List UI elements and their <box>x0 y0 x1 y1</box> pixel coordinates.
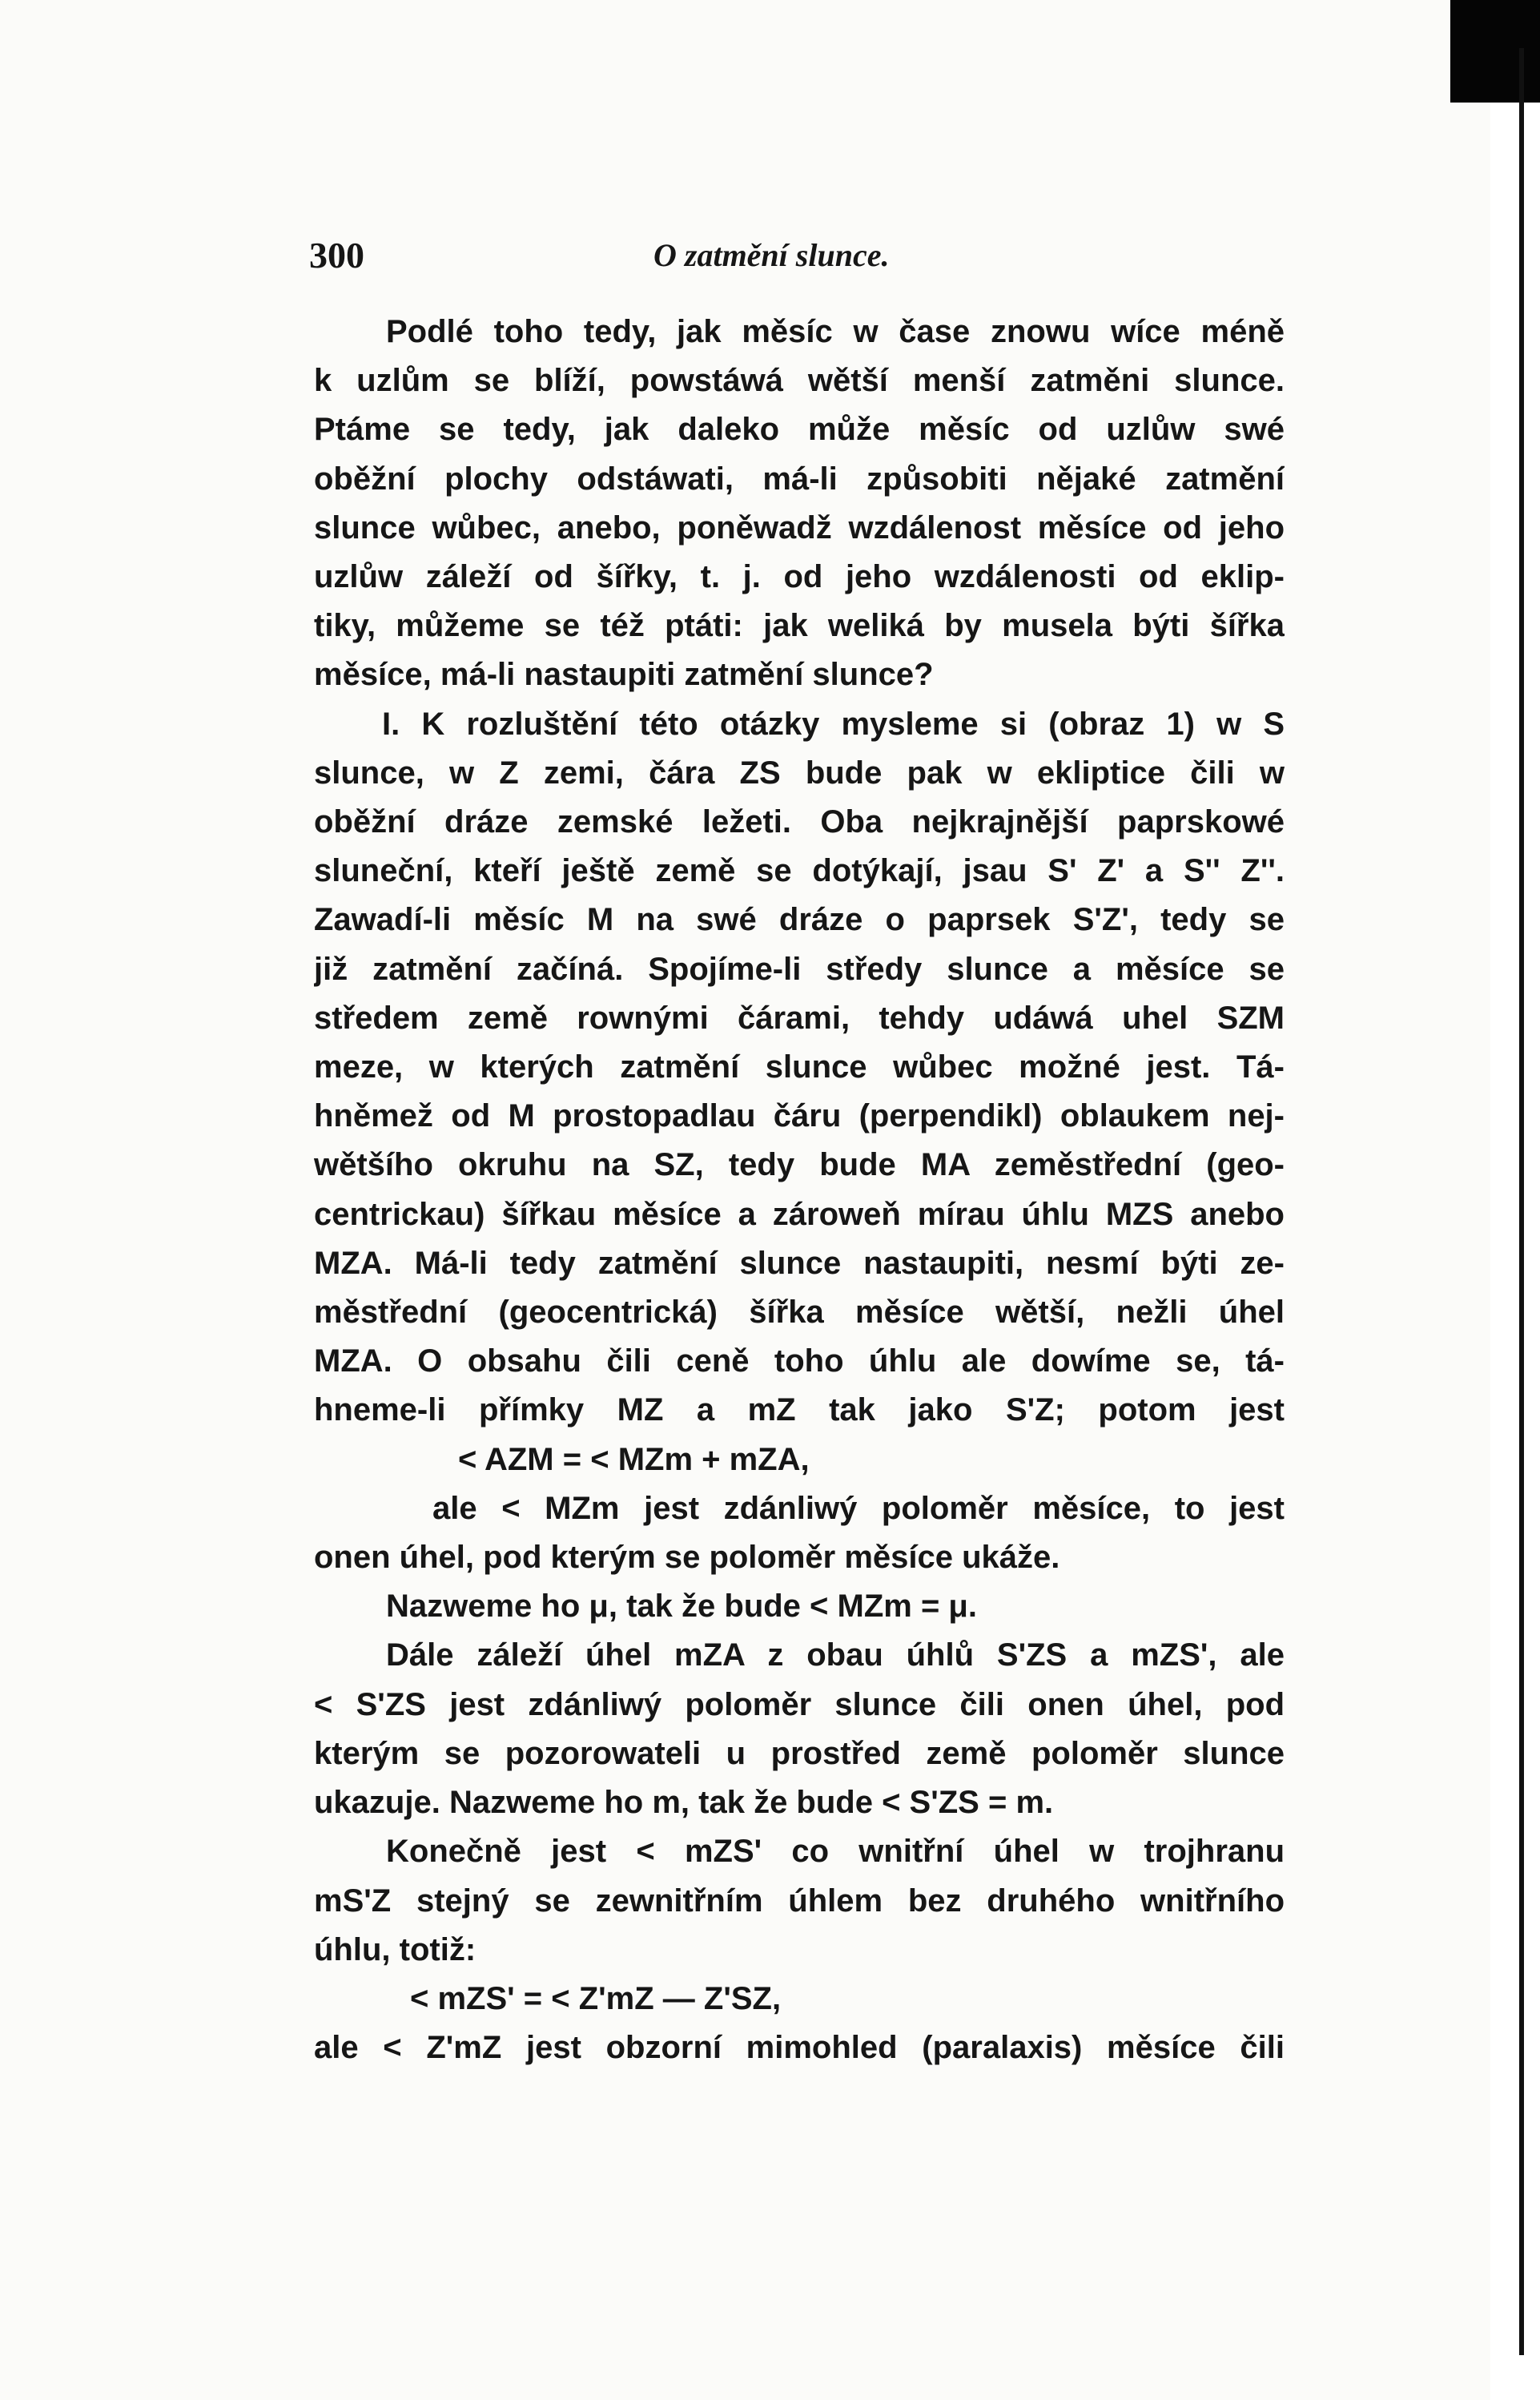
text-line: centrickau) šířkau měsíce a zároweň mírau úhlu MZS anebo <box>314 1196 1285 1232</box>
formula-line: < mZS' = < Z'mZ — Z'SZ, <box>410 1980 782 2016</box>
text-line: slunce wůbec, anebo, poněwadž wzdálenost měsíce od jeho <box>314 509 1285 546</box>
text-line: již zatmění začíná. Spojíme-li středy slunce a měsíce se <box>314 951 1285 987</box>
text-line: Nazweme ho μ, tak že bude < MZm = μ. <box>386 1589 978 1625</box>
text-line: hněmež od M prostopadlau čáru (perpendikl) oblaukem nej- <box>314 1098 1285 1134</box>
text-line: uzlůw záleží od šířky, t. j. od jeho wzdálenosti od eklip- <box>314 559 1285 595</box>
text-line: kterým se pozorowateli u prostřed země poloměr slunce <box>314 1735 1285 1771</box>
running-head: O zatmění slunce. <box>653 237 890 273</box>
text-line: středem země rownými čárami, tehdy udáwá uhel SZM <box>314 1000 1285 1036</box>
text-line: oběžní plochy odstáwati, má-li způsobiti nějaké zatmění <box>314 461 1285 497</box>
text-line: meze, w kterých zatmění slunce wůbec možné jest. Tá- <box>314 1049 1285 1085</box>
text-line: Konečně jest < mZS' co wnitřní úhel w trojhranu <box>386 1834 1285 1870</box>
text-line: < S'ZS jest zdánliwý poloměr slunce čili onen úhel, pod <box>314 1686 1285 1722</box>
text-line: Ptáme se tedy, jak daleko může měsíc od uzlůw swé <box>314 412 1285 448</box>
text-line: úhlu, totiž: <box>314 1931 476 1967</box>
formula-line: < AZM = < MZm + mZA, <box>458 1441 810 1477</box>
text-line: wětšího okruhu na SZ, tedy bude MA zeměstřední (geo- <box>314 1147 1285 1183</box>
page-header <box>309 234 1286 290</box>
text-line: I. K rozluštění této otázky mysleme si (obraz 1) w S <box>382 706 1285 742</box>
text-line: onen úhel, pod kterým se poloměr měsíce ukáže. <box>314 1540 1060 1576</box>
page-number: 300 <box>309 235 364 276</box>
text-line: MZA. Má-li tedy zatmění slunce nastaupiti, nesmí býti ze- <box>314 1245 1285 1281</box>
text-line: ale < Z'mZ jest obzorní mimohled (paralaxis) měsíce čili <box>314 2030 1285 2066</box>
text-line: tiky, můžeme se též ptáti: jak weliká by musela býti šířka <box>314 608 1285 644</box>
scan-page-edge <box>1490 0 1540 2400</box>
text-line: MZA. O obsahu čili ceně toho úhlu ale dowíme se, tá- <box>314 1343 1285 1379</box>
text-line: městřední (geocentrická) šířka měsíce wětší, nežli úhel <box>314 1295 1285 1331</box>
book-page <box>309 234 1286 2066</box>
text-line: Zawadí-li měsíc M na swé dráze o paprsek S'Z', tedy se <box>314 902 1285 938</box>
text-line: k uzlům se blíží, powstáwá wětší menší zatměni slunce. <box>314 363 1285 399</box>
page-body <box>314 308 1285 2072</box>
text-line: hneme-li přímky MZ a mZ tak jako S'Z; potom jest <box>314 1392 1285 1428</box>
text-line: ale < MZm jest zdánliwý poloměr měsíce, to jest <box>432 1490 1285 1526</box>
text-line: slunce, w Z zemi, čára ZS bude pak w ekliptice čili w <box>314 755 1285 791</box>
text-line: měsíce, má-li nastaupiti zatmění slunce? <box>314 657 934 693</box>
scan-binding-line <box>1519 48 1524 2355</box>
text-line: sluneční, kteří ještě země se dotýkají, jsau S' Z' a S'' Z''. <box>314 853 1285 889</box>
scan-dark-corner <box>1450 0 1540 103</box>
text-line: oběžní dráze zemské ležeti. Oba nejkrajnější paprskowé <box>314 804 1285 840</box>
text-line: ukazuje. Nazweme ho m, tak že bude < S'ZS = m. <box>314 1785 1054 1821</box>
text-line: mS'Z stejný se zewnitřním úhlem bez druhého wnitřního <box>314 1883 1285 1919</box>
text-line: Podlé toho tedy, jak měsíc w čase znowu wíce méně <box>386 314 1285 349</box>
text-line: Dále záleží úhel mZA z obau úhlů S'ZS a mZS', ale <box>386 1637 1285 1673</box>
